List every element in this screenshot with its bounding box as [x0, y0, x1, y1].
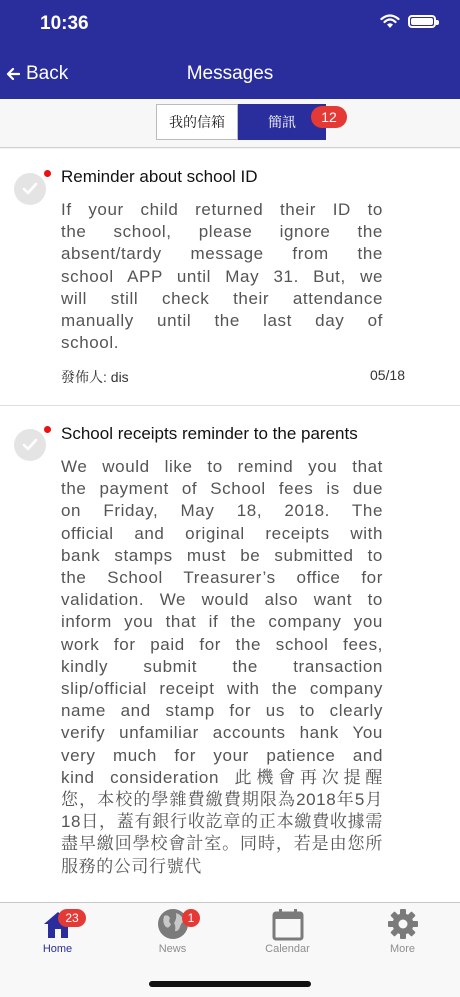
tab-home-label: Home [42, 943, 73, 955]
message-title: School receipts reminder to the parents [61, 424, 358, 443]
read-check-icon[interactable] [14, 173, 46, 205]
tab-inbox[interactable]: 我的信箱 [156, 104, 238, 140]
tab-bulletin[interactable]: 簡訊 [238, 104, 326, 140]
status-time: 10:36 [40, 13, 89, 34]
read-check-icon[interactable] [14, 429, 46, 461]
back-label: Back [26, 63, 69, 84]
unread-dot [44, 426, 51, 433]
message-list[interactable] [0, 149, 460, 902]
wifi-icon [380, 14, 400, 29]
tab-calendar-label: Calendar [265, 943, 310, 955]
tab-news-label: News [158, 943, 187, 955]
message-body: We would like to remind you that the payment of School fees is due on Friday, May 18, 2018. The official and original receipts with bank stamps must be submitted to the School Treasurer’s office for validation. We would also want to inform you that if the company you work for paid for the school fees, kindly submit the transaction slip/official receipt with the company name and stamp for us to clearly verify unfamiliar accounts hank You very much for your patience and kind consideration 此機會再次提醒您，本校的學雜費繳費期限為2018年5月18日，蓋有銀行收訖章的正本繳費收據需盡早繳回學校會計室。同時，若是由您所服務的公司行號代 [61, 457, 383, 876]
message-body: If your child returned their ID to the school, please ignore the absent/tardy message from the school APP until May 31. But, we will still check their attendance manually until the last day of school. [61, 200, 383, 353]
message-title: Reminder about school ID [61, 167, 258, 186]
message-date: 05/18 [369, 367, 405, 383]
status-icons [380, 14, 436, 29]
home-indicator [149, 981, 311, 987]
news-badge: 1 [182, 909, 200, 927]
home-badge: 23 [58, 909, 86, 927]
page-title: Messages [186, 63, 274, 84]
tab-more-label: More [389, 943, 416, 955]
nav-header [0, 0, 460, 99]
tab-more[interactable] [345, 903, 460, 997]
unread-dot [44, 170, 51, 177]
segment-bar [0, 99, 460, 148]
gear-icon [386, 907, 420, 941]
message-sender: 發佈人: dis [61, 369, 129, 385]
battery-icon [408, 15, 436, 28]
bulletin-badge: 12 [311, 106, 347, 128]
tab-home[interactable] [0, 903, 115, 997]
list-item[interactable] [0, 149, 460, 405]
calendar-icon [271, 907, 305, 941]
list-item[interactable] [0, 406, 460, 902]
